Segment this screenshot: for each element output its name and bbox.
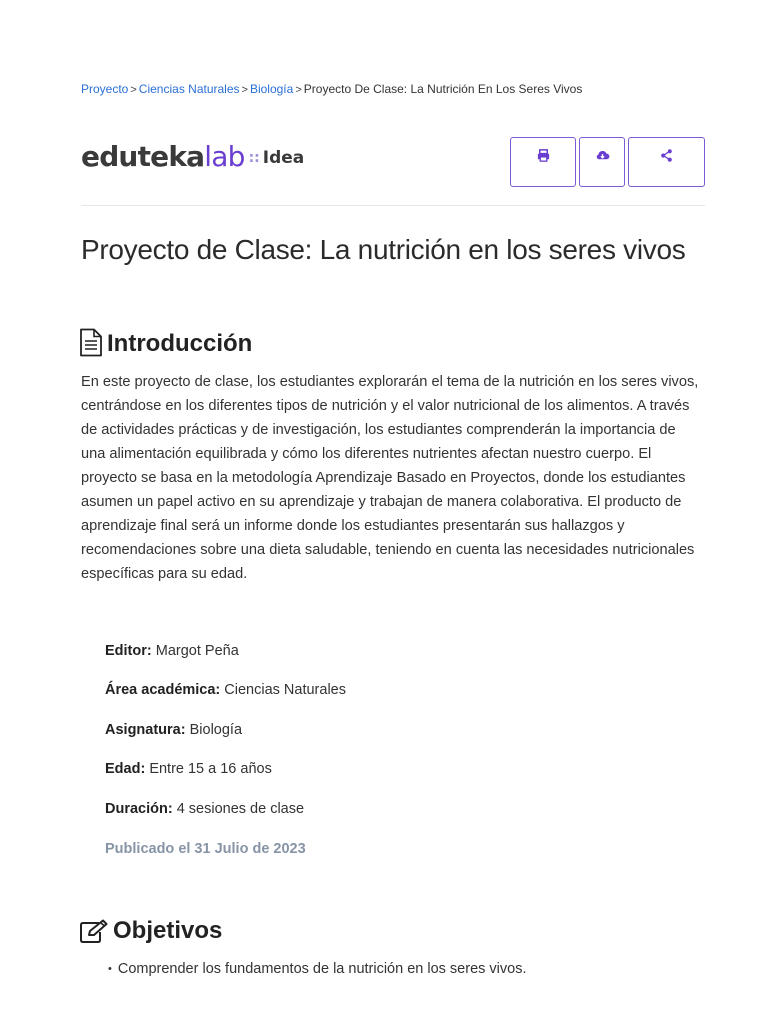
meta-duracion-value: 4 sesiones de clase [176,801,305,817]
edit-icon [79,918,109,944]
meta-asignatura-value: Biología [189,722,243,738]
breadcrumb-link-biologia[interactable]: Biología [249,82,294,96]
document-icon [79,328,103,357]
introduccion-heading-row [79,328,252,357]
page-title: Proyecto de Clase: La nutrición en los seres vivos [81,234,686,265]
header-divider [81,205,705,206]
introduccion-text: En este proyecto de clase, los estudiantes explorarán el tema de la nutrición en los seres vivos, centrándose en los diferentes tipos de nutrición y el valor nutricional de los alimentos. A través de actividades prácticas y de investigación, los estudiantes comprenderán la importancia de una alimentación equilibrada y cómo los diferentes nutrientes afectan nuestro cuerpo. El proyecto se basa en la metodología Aprendizaje Basado en Proyectos, donde los estudiantes asumen un papel activo en su aprendizaje y trabajan de manera colaborativa. El producto de aprendizaje final será un informe donde los estudiantes presentarán sus hallazgos y recomendaciones sobre una dieta saludable, teniendo en cuenta las necesidades nutricionales específicas para su edad. [81,374,699,582]
breadcrumb-separator-icon: > [241,84,248,96]
download-button[interactable] [579,137,625,187]
objetivos-list [108,961,527,977]
breadcrumb-link-proyecto[interactable]: Proyecto [81,82,129,96]
breadcrumb [81,82,582,96]
meta-edad-label: Edad: [105,761,146,777]
published-date: Publicado el 31 Julio de 2023 [105,841,306,857]
breadcrumb-separator-icon: > [295,84,302,96]
breadcrumb-current: Proyecto De Clase: La Nutrición En Los Seres Vivos [303,82,583,96]
meta-area-value: Ciencias Naturales [224,682,346,698]
meta-asignatura [105,722,242,738]
logo-separator: :: [248,150,260,166]
share-button[interactable] [628,137,705,187]
objetivos-heading-row [79,918,222,944]
objetivos-heading: Objetivos [113,917,223,944]
logo-text-accent: lab [204,140,245,173]
list-item: • Comprender los fundamentos de la nutrición en los seres vivos. [108,961,527,977]
meta-editor-label: Editor: [105,643,152,659]
meta-duracion-label: Duración: [105,801,173,817]
breadcrumb-link-ciencias-naturales[interactable]: Ciencias Naturales [138,82,240,96]
meta-editor [105,643,239,659]
share-icon [659,148,674,163]
print-button[interactable] [510,137,576,187]
meta-duracion [105,801,304,817]
meta-asignatura-label: Asignatura: [105,722,186,738]
edutekalab-logo[interactable] [81,140,304,173]
meta-edad-value: Entre 15 a 16 años [149,761,272,777]
logo-text-main: eduteka [81,140,205,173]
meta-area [105,682,346,698]
logo-suffix: Idea [262,148,305,168]
meta-edad [105,761,272,777]
meta-area-label: Área académica: [105,682,221,698]
cloud-download-icon [595,148,610,163]
print-icon [536,148,551,163]
introduccion-heading: Introducción [107,330,253,357]
meta-editor-value: Margot Peña [155,643,239,659]
breadcrumb-separator-icon: > [130,84,137,96]
